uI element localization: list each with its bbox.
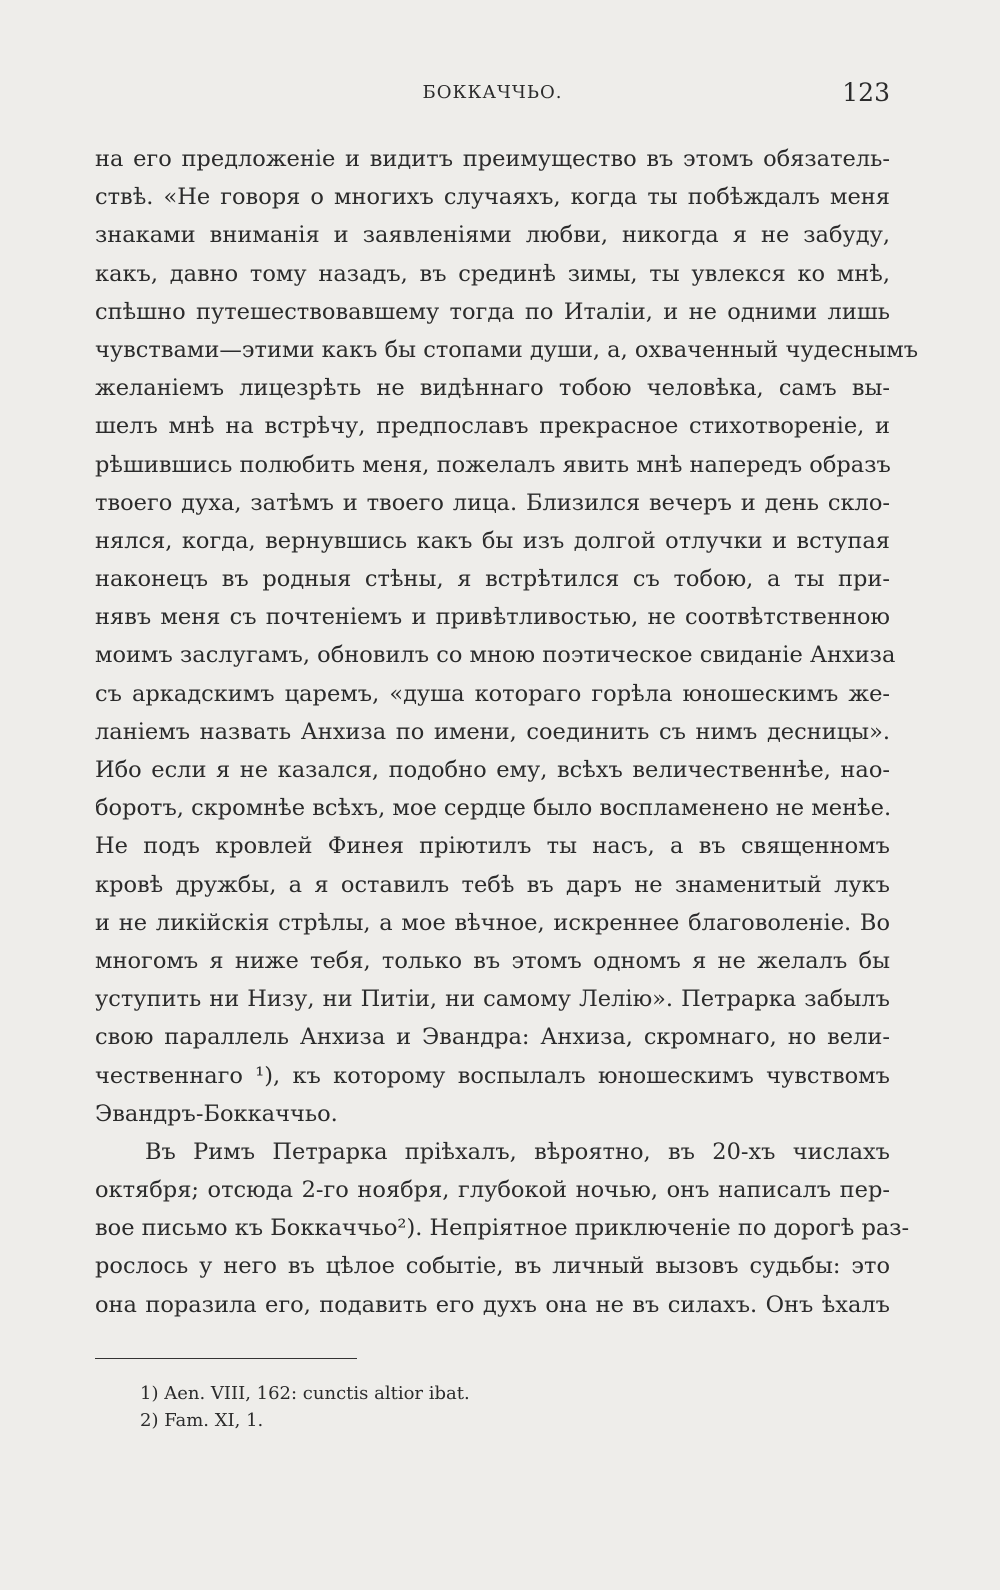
text-line: желаніемъ лицезрѣть не видѣннаго тобою человѣка, самъ вы- <box>95 375 890 402</box>
text-line: рослось у него въ цѣлое событіе, въ личный вызовъ судьбы: это <box>95 1253 890 1280</box>
text-line: ствѣ. «Не говоря о многихъ случаяхъ, когда ты побѣждалъ меня <box>95 184 890 211</box>
text-line: наконецъ въ родныя стѣны, я встрѣтился съ тобою, а ты при- <box>95 566 890 593</box>
text-line: многомъ я ниже тебя, только въ этомъ одномъ я не желалъ бы <box>95 947 890 974</box>
text-line: чественнаго ¹), къ которому воспылалъ юношескимъ чувствомъ <box>95 1062 890 1089</box>
text-line: твоего духа, затѣмъ и твоего лица. Близился вечеръ и день скло- <box>95 489 890 516</box>
footnote: 2) Fam. XI, 1. <box>140 1410 264 1431</box>
page-number: 123 <box>842 78 890 107</box>
footnote: 1) Aen. VIII, 162: cunctis altior ibat. <box>140 1383 470 1404</box>
text-line: боротъ, скромнѣе всѣхъ, мое сердце было воспламенено не менѣе. <box>95 795 892 822</box>
text-line: Не подъ кровлей Финея пріютилъ ты насъ, а въ священномъ <box>95 833 890 860</box>
text-line: нявъ меня съ почтеніемъ и привѣтливостью, не соотвѣтственною <box>95 604 890 631</box>
text-line: чувствами—этими какъ бы стопами души, а, охваченный чудеснымъ <box>95 336 919 363</box>
body-text <box>95 140 919 1324</box>
text-line: знаками вниманія и заявленіями любви, никогда я не забуду, <box>95 222 890 249</box>
text-line: она поразила его, подавить его духъ она не въ силахъ. Онъ ѣхалъ <box>95 1291 890 1318</box>
text-line: шелъ мнѣ на встрѣчу, предпославъ прекрасное стихотвореніе, и <box>95 413 890 440</box>
text-line: свою параллель Анхиза и Эвандра: Анхиза, скромнаго, но вели- <box>95 1024 890 1051</box>
text-line: кровѣ дружбы, а я оставилъ тебѣ въ даръ не знаменитый лукъ <box>95 871 890 898</box>
running-title: БОККАЧЧЬО. <box>422 82 563 103</box>
text-line: моимъ заслугамъ, обновилъ со мною поэтическое свиданіе Анхиза <box>95 642 896 669</box>
text-line: Ибо если я не казался, подобно ему, всѣхъ величественнѣе, нао- <box>95 757 890 783</box>
text-line: спѣшно путешествовавшему тогда по Италіи, и не одними лишь <box>95 298 890 325</box>
text-line: ланіемъ назвать Анхиза по имени, соединить съ нимъ десницы». <box>95 718 890 745</box>
text-line: какъ, давно тому назадъ, въ срединѣ зимы, ты увлекся ко мнѣ, <box>95 260 890 287</box>
text-line: нялся, когда, вернувшись какъ бы изъ долгой отлучки и вступая <box>95 527 890 554</box>
text-line: рѣшившись полюбить меня, пожелалъ явить мнѣ напередъ образъ <box>95 451 891 478</box>
text-line: Въ Римъ Петрарка пріѣхалъ, вѣроятно, въ 20-хъ числахъ <box>145 1138 890 1165</box>
text-line: на его предложеніе и видитъ преимущество въ этомъ обязатель- <box>95 146 890 172</box>
footnote-divider <box>95 1358 357 1359</box>
text-line: съ аркадскимъ царемъ, «душа котораго горѣла юношескимъ же- <box>95 680 890 707</box>
text-line: Эвандръ-Боккаччьо. <box>95 1100 338 1127</box>
text-line: уступить ни Низу, ни Питіи, ни самому Лелію». Петрарка забылъ <box>95 986 890 1013</box>
text-line: и не ликійскія стрѣлы, а мое вѣчное, искреннее благоволеніе. Во <box>95 909 890 936</box>
text-line: октября; отсюда 2-го ноября, глубокой ночью, онъ написалъ пер- <box>95 1177 890 1204</box>
page-header <box>95 78 890 112</box>
footnotes <box>140 1380 470 1434</box>
text-line: вое письмо къ Боккаччьо²). Непріятное приключеніе по дорогѣ раз- <box>95 1215 910 1242</box>
